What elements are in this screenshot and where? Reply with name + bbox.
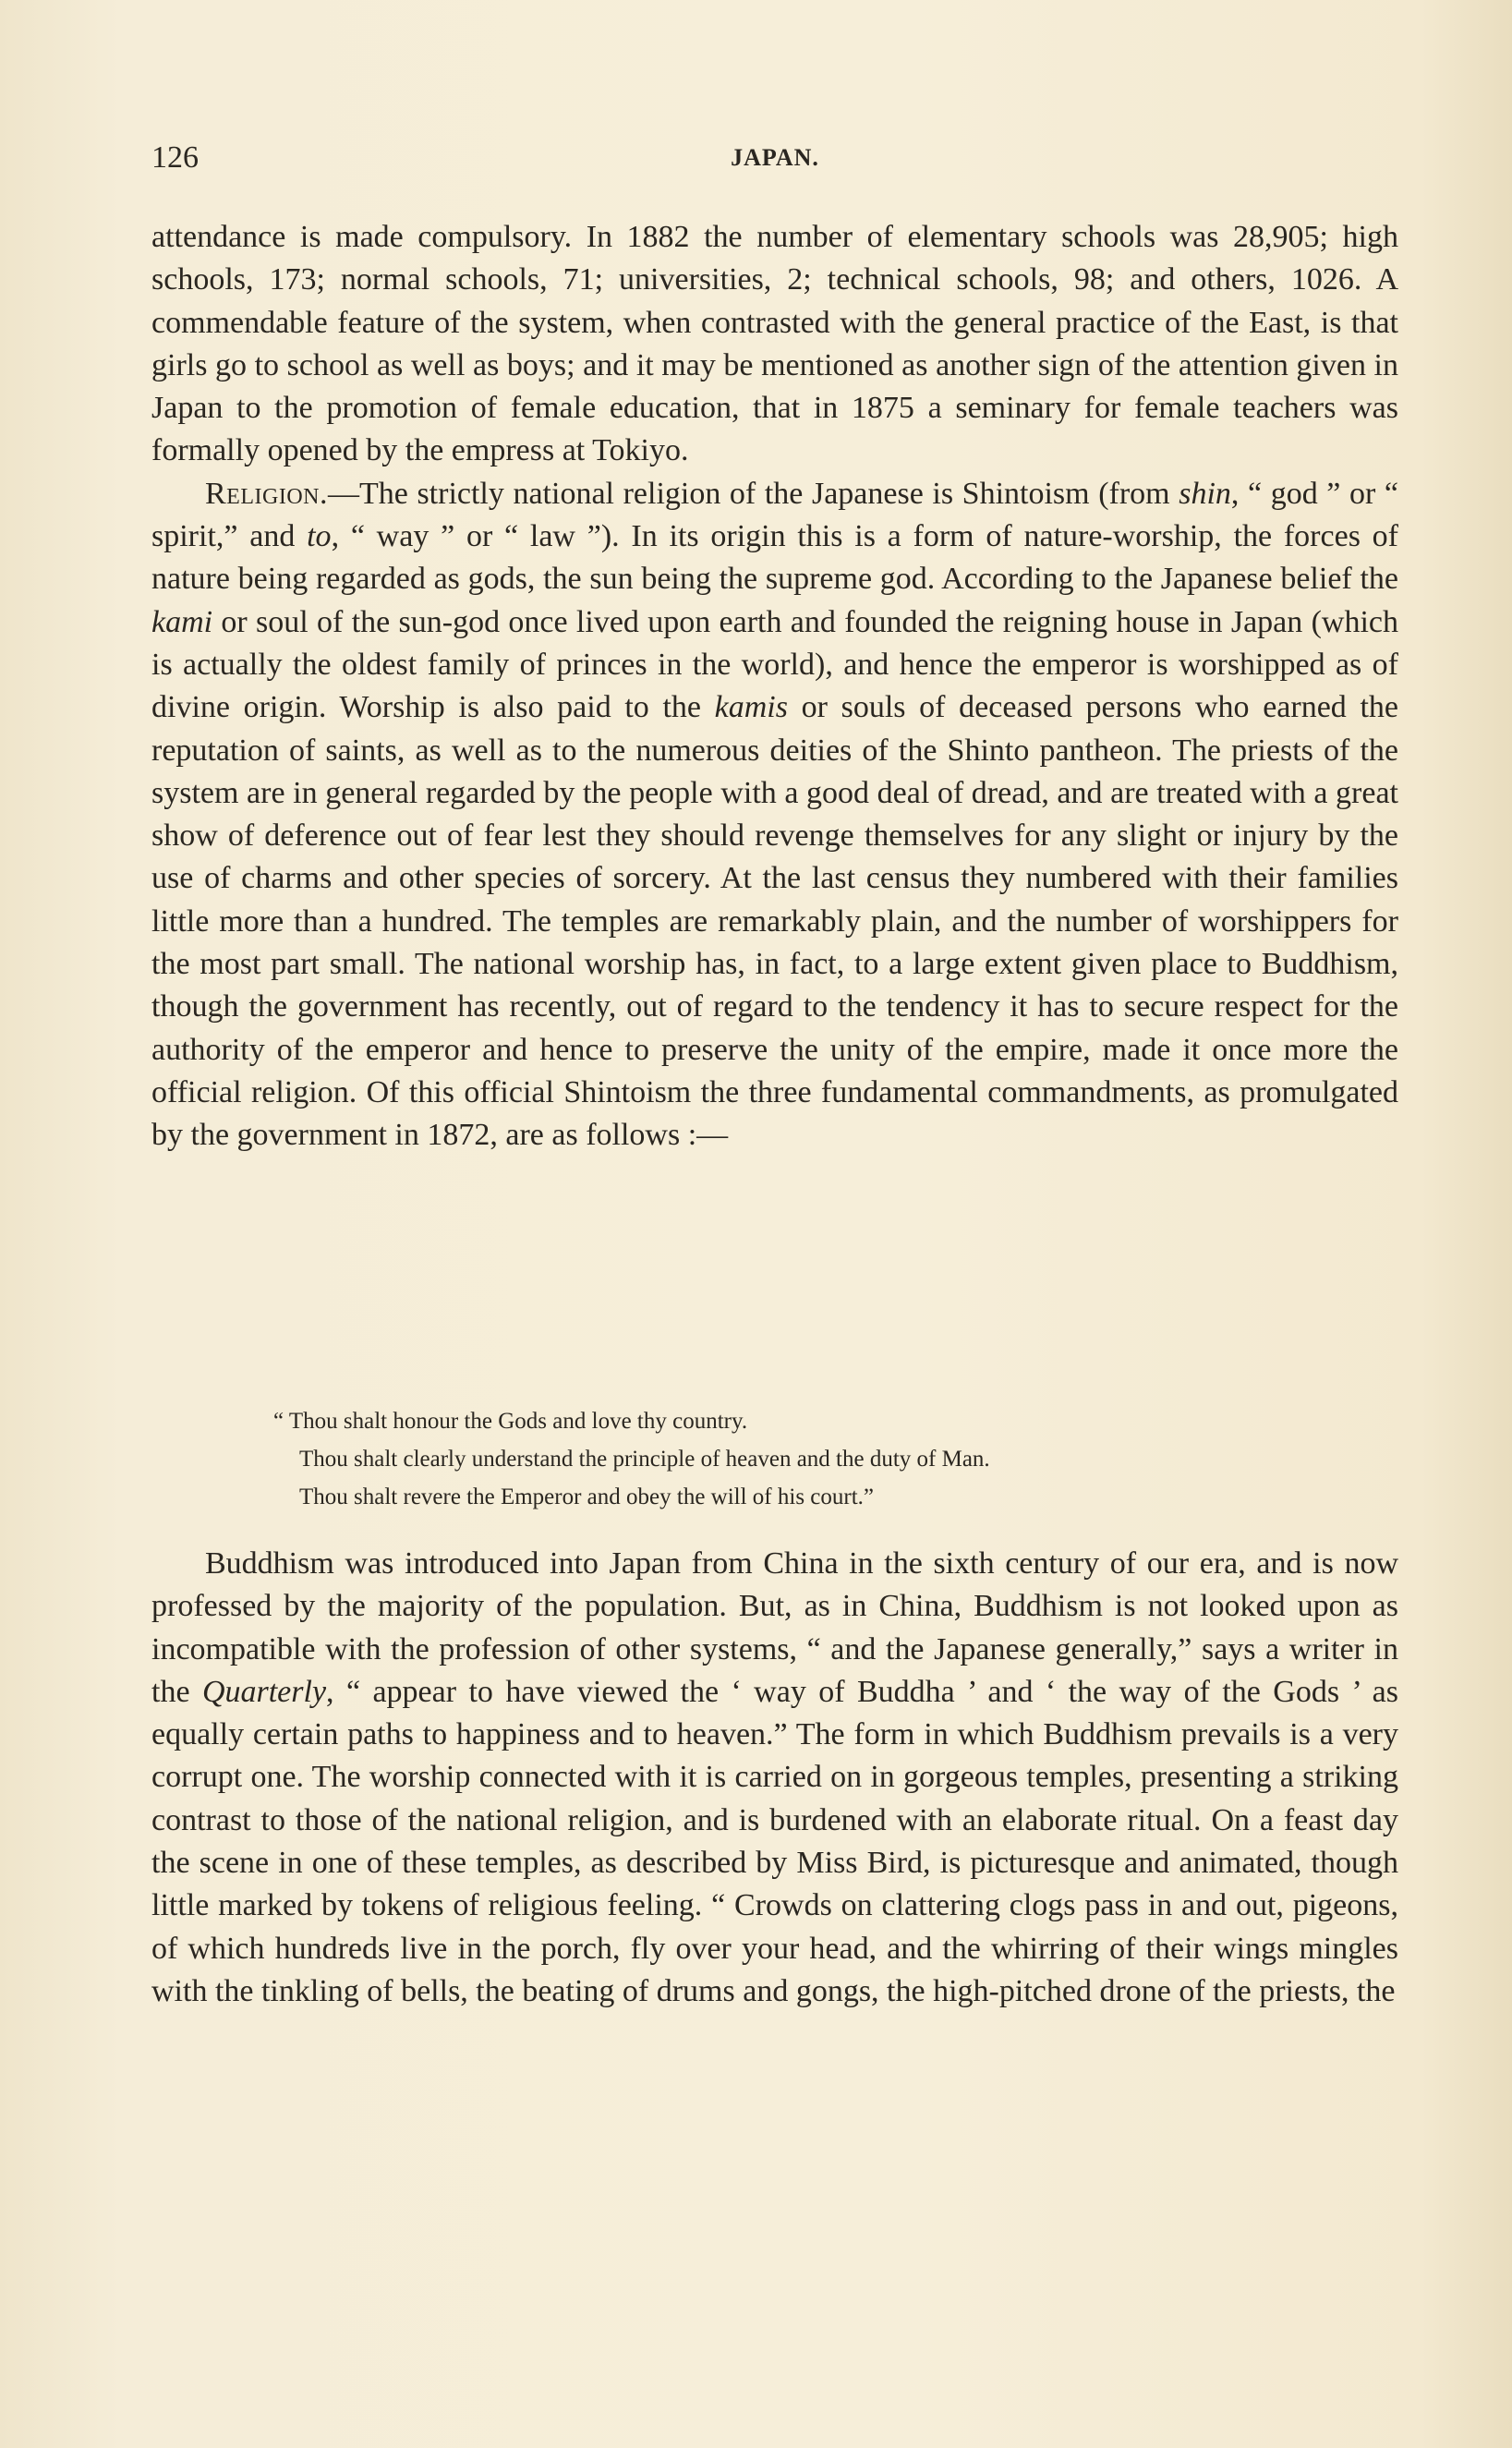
paragraph-religion-text-a: —The strictly national religion of the Japanese is Shintoism (from [327, 476, 1179, 511]
page-header [151, 140, 1398, 177]
paragraph-religion-text-d: or soul of the sun-god once lived upon earth and founded the reigning house in Japan (which is actually the oldest family of princes in the world), and hence the emperor is worshipped as of divine origin. Worship is also paid to the [151, 604, 1398, 725]
quote-line-2: Thou shalt clearly understand the principle of heaven and the duty of Man. [299, 1447, 990, 1472]
body-text-lower [151, 1543, 1398, 2013]
term-quarterly: Quarterly [201, 1674, 327, 1709]
term-kami: kami [151, 604, 213, 639]
term-kamis: kamis [714, 690, 788, 725]
term-to: to [307, 519, 332, 554]
quote-line-1: “ Thou shalt honour the Gods and love thy country. [273, 1409, 748, 1434]
paragraph-buddhism-text-a: Buddhism was introduced into Japan from China in the sixth century of our era, and is now professed by the majority of the population. But, as in China, Buddhism is not looked upon as incompatible with the profession of other systems, “ and the Japanese generally,” says a writer in the [151, 1546, 1398, 1709]
page-number: 126 [151, 140, 199, 175]
paragraph-religion-text-e: or souls of deceased persons who earned the reputation of saints, as well as to the numerous deities of the Shinto pantheon. The priests of the system are in general regarded by the people with a good deal of dread, and are treated with a great show of deference out of fear lest they should revenge themselves for any slight or injury by the use of charms and other species of sorcery. At the last census they numbered with their families little more than a hundred. The temples are remarkably plain, and the number of worshippers for the most part small. The national worship has, in fact, to a large extent given place to Buddhism, though the government has recently, out of regard to the tendency it has to secure respect for the authority of the emperor and hence to preserve the unity of the empire, made it once more the official religion. Of this official Shintoism the three fundamental commandments, as promulgated by the government in 1872, are as follows :— [151, 690, 1398, 1153]
quote-line-3: Thou shalt revere the Emperor and obey the will of his court.” [299, 1485, 875, 1509]
paragraph-buddhism [151, 1543, 1398, 2013]
paragraph-buddhism-text-b: , “ appear to have viewed the ‘ way of Buddha ’ and ‘ the way of the Gods ’ as equally certain paths to happiness and to heaven.” The form in which Buddhism prevails is a very corrupt one. The worship connected with it is carried on in gorgeous temples, presenting a striking contrast to those of the national religion, and is burdened with an elaborate ritual. On a feast day the scene in one of these temples, as described by Miss Bird, is picturesque and animated, though little marked by tokens of religious feeling. “ Crowds on clattering clogs pass in and out, pigeons, of which hundreds live in the porch, fly over your head, and the whirring of their wings mingles with the tinkling of bells, the beating of drums and gongs, the high-pitched drone of the priests, the [151, 1674, 1398, 2008]
commandments-quote [273, 1402, 1336, 1516]
paragraph-religion-text-b: , “ god ” or “ spirit,” and [151, 476, 1398, 554]
term-shin: shin [1179, 476, 1231, 511]
running-title: JAPAN. [731, 144, 819, 171]
religion-heading: Religion. [205, 476, 328, 511]
paragraph-religion [151, 473, 1398, 1157]
paragraph-education: attendance is made compulsory. In 1882 the number of elementary schools was 28,905; high schools, 173; normal schools, 71; universities, 2; technical schools, 98; and others, 1026. A commendable feature of the system, when contrasted with the general practice of the East, is that girls go to school as well as boys; and it may be mentioned as another sign of the attention given in Japan to the promotion of female education, that in 1875 a seminary for female teachers was formally opened by the empress at Tokiyo. [151, 220, 1398, 468]
paragraph-religion-text-c: , “ way ” or “ law ”). In its origin this is a form of nature-worship, the forces of nature being regarded as gods, the sun being the supreme god. According to the Japanese belief the [151, 519, 1399, 597]
body-text-upper [151, 216, 1398, 1157]
